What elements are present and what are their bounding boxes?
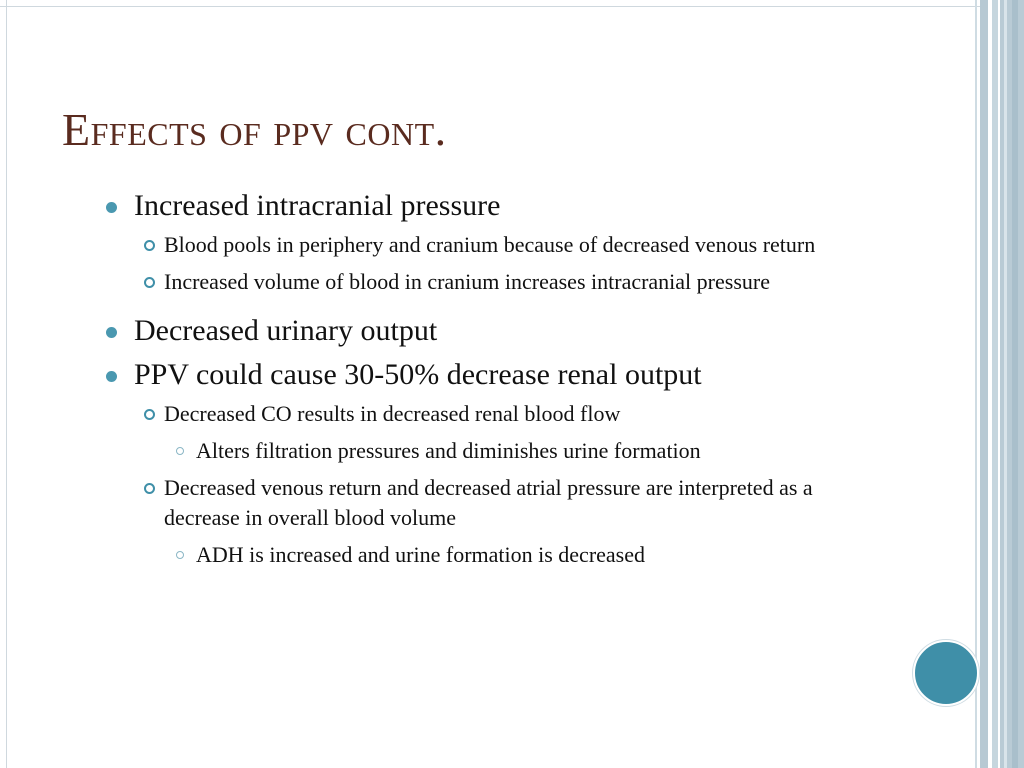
top-border-decoration [0,0,980,7]
ring-bullet-icon [144,483,155,494]
right-stripe-decoration [1012,0,1018,768]
ring-bullet-icon [144,240,155,251]
left-border-decoration [0,0,7,768]
bullet-text: Decreased venous return and decreased atrial pressure are interpreted as a decrease in overall blood volume [164,475,813,530]
small-ring-bullet-icon [176,447,184,455]
bullet-item-level-3 [104,540,884,570]
filled-bullet-icon [106,202,117,213]
slide-title: Effects of ppv cont. [62,104,447,155]
bullet-item-level-1 [104,311,884,351]
right-stripe-decoration [1004,0,1007,768]
bullet-text: ADH is increased and urine formation is decreased [196,542,646,567]
bullet-item-level-2 [104,230,884,260]
bullet-item-level-1 [104,355,884,395]
ring-bullet-icon [144,277,155,288]
bullet-text: Decreased CO results in decreased renal blood flow [164,401,621,426]
right-stripe-decoration [992,0,998,768]
filled-bullet-icon [106,371,117,382]
small-ring-bullet-icon [176,551,184,559]
filled-bullet-icon [106,327,117,338]
bullet-item-level-2 [104,267,884,297]
bullet-item-level-2 [104,473,884,533]
bullet-text: PPV could cause 30-50% decrease renal output [134,358,702,391]
decorative-circle [913,640,979,706]
bullet-item-level-3 [104,436,884,466]
right-stripe-decoration [980,0,988,768]
bullet-text: Decreased urinary output [134,314,438,347]
bullet-item-level-2 [104,399,884,429]
slide-body [104,186,884,577]
bullet-text: Increased intracranial pressure [134,189,501,222]
bullet-item-level-1 [104,186,884,226]
bullet-text: Increased volume of blood in cranium increases intracranial pressure [164,269,770,294]
bullet-text: Blood pools in periphery and cranium because of decreased venous return [164,232,816,257]
bullet-text: Alters filtration pressures and diminishes urine formation [196,438,701,463]
ring-bullet-icon [144,409,155,420]
right-stripe-decoration [975,0,977,768]
